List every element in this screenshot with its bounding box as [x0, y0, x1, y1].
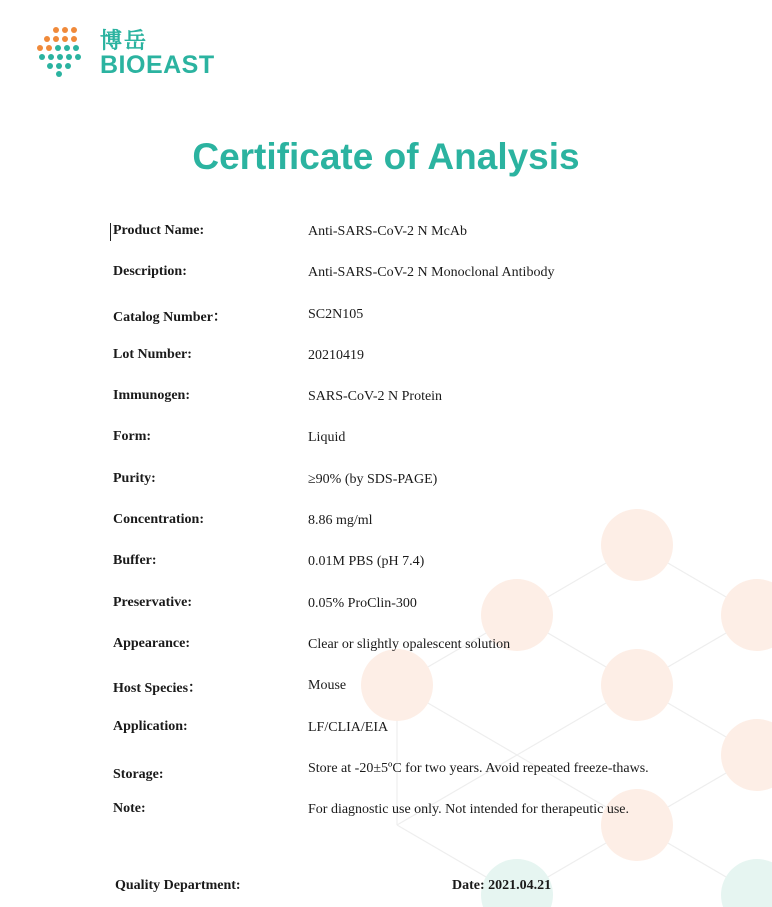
field-value: LF/CLIA/EIA — [308, 719, 389, 735]
field-label: Description: — [113, 264, 187, 280]
field-label: Concentration: — [113, 512, 204, 528]
field-lot-number — [113, 344, 673, 385]
field-label: Immunogen: — [113, 388, 191, 404]
field-label: Purity: — [113, 470, 156, 486]
field-label: Lot Number: — [113, 346, 192, 362]
field-storage — [113, 757, 673, 798]
field-value: ≥90% (by SDS-PAGE) — [308, 471, 438, 487]
quality-department-signature: Quality Department: — [115, 878, 241, 893]
field-label: Appearance: — [113, 635, 190, 651]
field-description — [113, 261, 673, 302]
field-application — [113, 716, 673, 757]
field-appearance — [113, 633, 673, 674]
field-concentration — [113, 509, 673, 550]
field-value: Anti-SARS-CoV-2 N Monoclonal Antibody — [308, 265, 555, 281]
field-purity — [113, 468, 673, 509]
field-value: Liquid — [308, 430, 346, 446]
field-value: SC2N105 — [308, 306, 364, 322]
field-form — [113, 426, 673, 467]
field-immunogen — [113, 385, 673, 426]
field-value: Clear or slightly opalescent solution — [308, 636, 511, 652]
field-label: Note: — [113, 801, 146, 817]
field-label: Buffer: — [113, 553, 157, 569]
issue-date: Date: 2021.04.21 — [452, 878, 552, 893]
specification-table — [113, 220, 673, 839]
field-catalog-number — [113, 303, 673, 344]
field-label: Preservative: — [113, 594, 193, 610]
field-value: Mouse — [308, 678, 347, 694]
field-label: Host Species： — [113, 681, 203, 697]
field-label: Storage: — [113, 766, 164, 782]
field-value: 20210419 — [308, 347, 364, 363]
field-value: SARS-CoV-2 N Protein — [308, 389, 443, 405]
field-product-name — [113, 220, 673, 261]
field-value: Anti-SARS-CoV-2 N McAb — [308, 224, 467, 239]
field-note — [113, 798, 673, 839]
field-preservative — [113, 592, 673, 633]
text-cursor — [110, 223, 111, 241]
field-value: Store at -20±5ºC for two years. Avoid repeated freeze-thaws. — [308, 760, 649, 776]
field-value: 0.01M PBS (pH 7.4) — [308, 554, 425, 570]
field-buffer — [113, 550, 673, 591]
company-logo — [36, 22, 226, 82]
field-label: Product Name: — [113, 223, 205, 238]
dots-logo-icon — [36, 22, 96, 82]
field-label: Catalog Number： — [113, 309, 227, 325]
field-value: 0.05% ProClin-300 — [308, 595, 417, 611]
brand-name-english: BIOEAST — [100, 51, 215, 79]
field-label: Application: — [113, 718, 188, 734]
brand-name-chinese: 博岳 — [100, 29, 149, 54]
field-value: For diagnostic use only. Not intended for therapeutic use. — [308, 802, 630, 818]
field-label: Form: — [113, 429, 152, 445]
field-host-species — [113, 674, 673, 715]
document-title: Certificate of Analysis — [192, 136, 580, 177]
field-value: 8.86 mg/ml — [308, 513, 373, 529]
